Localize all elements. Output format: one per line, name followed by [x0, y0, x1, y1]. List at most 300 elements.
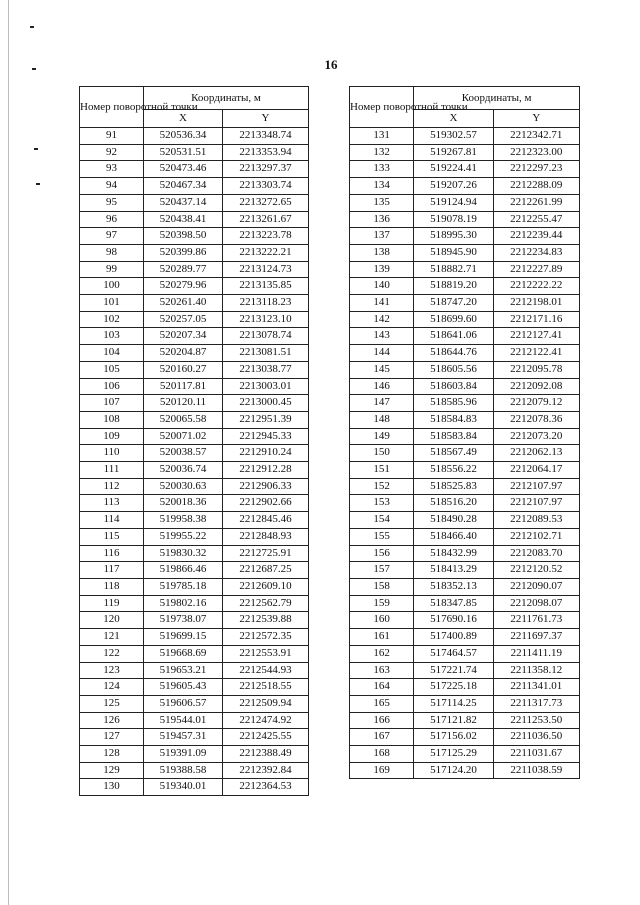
y-coordinate-cell: 2212089.53	[493, 512, 579, 529]
y-coordinate-cell: 2211038.59	[493, 762, 579, 779]
point-number-cell: 130	[80, 779, 144, 796]
point-number-cell: 93	[80, 161, 144, 178]
point-number-cell: 152	[350, 478, 414, 495]
scan-mark	[34, 148, 38, 150]
x-coordinate-cell: 518603.84	[414, 378, 493, 395]
x-coordinate-cell: 520437.14	[144, 194, 223, 211]
x-coordinate-cell: 517400.89	[414, 629, 493, 646]
table-row	[350, 128, 580, 145]
table-row	[350, 462, 580, 479]
y-coordinate-cell: 2213123.10	[223, 311, 309, 328]
table-row	[80, 629, 309, 646]
y-coordinate-cell: 2212388.49	[223, 746, 309, 763]
point-number-cell: 157	[350, 562, 414, 579]
point-number-cell: 124	[80, 679, 144, 696]
point-number-cell: 135	[350, 194, 414, 211]
point-number-cell: 140	[350, 278, 414, 295]
y-coordinate-cell: 2212239.44	[493, 228, 579, 245]
point-number-cell: 127	[80, 729, 144, 746]
y-header: Y	[223, 110, 309, 128]
point-number-cell: 144	[350, 345, 414, 362]
table-row	[80, 662, 309, 679]
y-coordinate-cell: 2213118.23	[223, 295, 309, 312]
table-row	[80, 562, 309, 579]
table-row	[350, 712, 580, 729]
y-coordinate-cell: 2212171.16	[493, 311, 579, 328]
table-row	[350, 411, 580, 428]
y-coordinate-cell: 2212079.12	[493, 395, 579, 412]
table-row	[80, 695, 309, 712]
table-row	[350, 478, 580, 495]
table-row	[80, 278, 309, 295]
point-number-cell: 109	[80, 428, 144, 445]
point-number-cell: 91	[80, 128, 144, 145]
point-number-cell: 145	[350, 361, 414, 378]
x-header: X	[144, 110, 223, 128]
x-coordinate-cell: 517156.02	[414, 729, 493, 746]
y-coordinate-cell: 2212122.41	[493, 345, 579, 362]
x-coordinate-cell: 518432.99	[414, 545, 493, 562]
table-row	[350, 629, 580, 646]
x-coordinate-cell: 518583.84	[414, 428, 493, 445]
y-coordinate-cell: 2213297.37	[223, 161, 309, 178]
point-number-cell: 151	[350, 462, 414, 479]
table-row	[350, 746, 580, 763]
point-number-cell: 147	[350, 395, 414, 412]
point-number-cell: 107	[80, 395, 144, 412]
x-coordinate-cell: 520065.58	[144, 411, 223, 428]
table-row	[350, 428, 580, 445]
x-coordinate-cell: 518525.83	[414, 478, 493, 495]
point-number-cell: 131	[350, 128, 414, 145]
point-number-cell: 165	[350, 695, 414, 712]
point-number-cell: 104	[80, 345, 144, 362]
x-coordinate-cell: 518466.40	[414, 528, 493, 545]
x-coordinate-cell: 520120.11	[144, 395, 223, 412]
table-row	[350, 228, 580, 245]
x-coordinate-cell: 519955.22	[144, 528, 223, 545]
table-row	[80, 178, 309, 195]
point-number-cell: 99	[80, 261, 144, 278]
point-number-cell: 132	[350, 144, 414, 161]
x-coordinate-cell: 518641.06	[414, 328, 493, 345]
x-coordinate-cell: 520399.86	[144, 244, 223, 261]
x-coordinate-cell: 518995.30	[414, 228, 493, 245]
y-coordinate-cell: 2212095.78	[493, 361, 579, 378]
y-coordinate-cell: 2212518.55	[223, 679, 309, 696]
y-coordinate-cell: 2211031.67	[493, 746, 579, 763]
point-number-cell: 117	[80, 562, 144, 579]
point-number-cell: 106	[80, 378, 144, 395]
table-row	[350, 729, 580, 746]
y-coordinate-cell: 2212098.07	[493, 595, 579, 612]
table-row	[350, 645, 580, 662]
table-row	[80, 645, 309, 662]
table-row	[350, 361, 580, 378]
x-coordinate-cell: 519544.01	[144, 712, 223, 729]
x-coordinate-cell: 518585.96	[414, 395, 493, 412]
table-row	[80, 762, 309, 779]
table-row	[80, 228, 309, 245]
y-coordinate-cell: 2213222.21	[223, 244, 309, 261]
y-header: Y	[493, 110, 579, 128]
table-row	[350, 762, 580, 779]
y-coordinate-cell: 2213038.77	[223, 361, 309, 378]
y-coordinate-cell: 2213272.65	[223, 194, 309, 211]
y-coordinate-cell: 2212227.89	[493, 261, 579, 278]
scan-edge-line	[8, 0, 9, 905]
table-row	[80, 395, 309, 412]
y-coordinate-cell: 2213081.51	[223, 345, 309, 362]
y-coordinate-cell: 2212425.55	[223, 729, 309, 746]
x-coordinate-cell: 518882.71	[414, 261, 493, 278]
point-number-cell: 102	[80, 311, 144, 328]
table-row	[350, 161, 580, 178]
x-coordinate-cell: 517125.29	[414, 746, 493, 763]
table-row	[80, 161, 309, 178]
x-coordinate-cell: 520071.02	[144, 428, 223, 445]
x-coordinate-cell: 519207.26	[414, 178, 493, 195]
x-coordinate-cell: 519267.81	[414, 144, 493, 161]
point-number-cell: 168	[350, 746, 414, 763]
y-coordinate-cell: 2212297.23	[493, 161, 579, 178]
point-number-cell: 156	[350, 545, 414, 562]
scan-mark	[30, 26, 34, 28]
y-coordinate-cell: 2213348.74	[223, 128, 309, 145]
y-coordinate-cell: 2213135.85	[223, 278, 309, 295]
table-row	[80, 295, 309, 312]
x-coordinate-cell: 520289.77	[144, 261, 223, 278]
point-number-cell: 94	[80, 178, 144, 195]
point-number-cell: 159	[350, 595, 414, 612]
x-coordinate-cell: 518516.20	[414, 495, 493, 512]
table-row	[80, 779, 309, 796]
table-row	[80, 244, 309, 261]
x-coordinate-cell: 520536.34	[144, 128, 223, 145]
y-coordinate-cell: 2213000.45	[223, 395, 309, 412]
y-coordinate-cell: 2212544.93	[223, 662, 309, 679]
y-coordinate-cell: 2212062.13	[493, 445, 579, 462]
point-number-header: Номер поворотной точки	[350, 87, 414, 128]
x-coordinate-cell: 520531.51	[144, 144, 223, 161]
x-coordinate-cell: 519653.21	[144, 662, 223, 679]
point-number-cell: 129	[80, 762, 144, 779]
y-coordinate-cell: 2212553.91	[223, 645, 309, 662]
y-coordinate-cell: 2212951.39	[223, 411, 309, 428]
y-coordinate-cell: 2212910.24	[223, 445, 309, 462]
table-row	[350, 545, 580, 562]
table-row	[350, 679, 580, 696]
table-row	[350, 395, 580, 412]
point-number-cell: 113	[80, 495, 144, 512]
x-coordinate-cell: 518747.20	[414, 295, 493, 312]
point-number-cell: 95	[80, 194, 144, 211]
y-coordinate-cell: 2212609.10	[223, 578, 309, 595]
table-body	[350, 128, 580, 779]
table-row	[80, 612, 309, 629]
x-coordinate-cell: 519606.57	[144, 695, 223, 712]
table-row	[80, 345, 309, 362]
point-number-cell: 134	[350, 178, 414, 195]
y-coordinate-cell: 2212687.25	[223, 562, 309, 579]
y-coordinate-cell: 2212261.99	[493, 194, 579, 211]
x-coordinate-cell: 519668.69	[144, 645, 223, 662]
point-number-cell: 115	[80, 528, 144, 545]
table-row	[350, 578, 580, 595]
point-number-cell: 128	[80, 746, 144, 763]
point-number-cell: 133	[350, 161, 414, 178]
y-coordinate-cell: 2212222.22	[493, 278, 579, 295]
x-coordinate-cell: 519785.18	[144, 578, 223, 595]
x-coordinate-cell: 519802.16	[144, 595, 223, 612]
table-row	[350, 695, 580, 712]
y-coordinate-cell: 2213303.74	[223, 178, 309, 195]
x-coordinate-cell: 519124.94	[414, 194, 493, 211]
x-coordinate-cell: 517121.82	[414, 712, 493, 729]
x-coordinate-cell: 520018.36	[144, 495, 223, 512]
table-row	[80, 595, 309, 612]
table-row	[80, 211, 309, 228]
table-row	[80, 261, 309, 278]
table-row	[80, 128, 309, 145]
table-row	[80, 144, 309, 161]
y-coordinate-cell: 2211358.12	[493, 662, 579, 679]
point-number-cell: 162	[350, 645, 414, 662]
y-coordinate-cell: 2212945.33	[223, 428, 309, 445]
table-row	[350, 211, 580, 228]
point-number-cell: 100	[80, 278, 144, 295]
table-row	[80, 478, 309, 495]
x-coordinate-cell: 519605.43	[144, 679, 223, 696]
point-number-cell: 155	[350, 528, 414, 545]
y-coordinate-cell: 2211341.01	[493, 679, 579, 696]
table-row	[350, 295, 580, 312]
y-coordinate-cell: 2212474.92	[223, 712, 309, 729]
y-coordinate-cell: 2212323.00	[493, 144, 579, 161]
point-number-cell: 143	[350, 328, 414, 345]
y-coordinate-cell: 2212073.20	[493, 428, 579, 445]
table-row	[350, 595, 580, 612]
x-coordinate-cell: 517221.74	[414, 662, 493, 679]
point-number-cell: 125	[80, 695, 144, 712]
point-number-cell: 119	[80, 595, 144, 612]
y-coordinate-cell: 2212725.91	[223, 545, 309, 562]
table-row	[80, 378, 309, 395]
x-coordinate-cell: 520257.05	[144, 311, 223, 328]
page-number: 16	[324, 57, 338, 72]
point-number-cell: 150	[350, 445, 414, 462]
y-coordinate-cell: 2213124.73	[223, 261, 309, 278]
y-coordinate-cell: 2213003.01	[223, 378, 309, 395]
x-coordinate-cell: 518699.60	[414, 311, 493, 328]
table-row	[80, 578, 309, 595]
y-coordinate-cell: 2212848.93	[223, 528, 309, 545]
x-coordinate-cell: 518644.76	[414, 345, 493, 362]
point-number-cell: 149	[350, 428, 414, 445]
x-coordinate-cell: 518490.28	[414, 512, 493, 529]
table-row	[350, 662, 580, 679]
point-number-cell: 137	[350, 228, 414, 245]
y-coordinate-cell: 2211411.19	[493, 645, 579, 662]
y-coordinate-cell: 2212107.97	[493, 495, 579, 512]
scan-mark	[36, 183, 40, 185]
coordinates-header: Координаты, м	[414, 87, 580, 110]
table-row	[80, 729, 309, 746]
y-coordinate-cell: 2211253.50	[493, 712, 579, 729]
x-coordinate-cell: 519457.31	[144, 729, 223, 746]
y-coordinate-cell: 2212912.28	[223, 462, 309, 479]
point-number-header: Номер поворотной точки	[80, 87, 144, 128]
x-coordinate-cell: 520398.50	[144, 228, 223, 245]
table-row	[80, 746, 309, 763]
point-number-cell: 160	[350, 612, 414, 629]
y-coordinate-cell: 2213353.94	[223, 144, 309, 161]
x-coordinate-cell: 518567.49	[414, 445, 493, 462]
table-row	[80, 462, 309, 479]
coordinates-table-left	[79, 86, 309, 796]
y-coordinate-cell: 2212120.52	[493, 562, 579, 579]
table-row	[80, 495, 309, 512]
y-coordinate-cell: 2212198.01	[493, 295, 579, 312]
x-coordinate-cell: 519738.07	[144, 612, 223, 629]
table-row	[350, 495, 580, 512]
x-coordinate-cell: 520467.34	[144, 178, 223, 195]
x-coordinate-cell: 519302.57	[414, 128, 493, 145]
x-coordinate-cell: 520036.74	[144, 462, 223, 479]
table-row	[350, 261, 580, 278]
table-row	[80, 679, 309, 696]
point-number-cell: 126	[80, 712, 144, 729]
y-coordinate-cell: 2212562.79	[223, 595, 309, 612]
table-row	[80, 311, 309, 328]
x-coordinate-cell: 520038.57	[144, 445, 223, 462]
table-body	[80, 128, 309, 796]
y-coordinate-cell: 2212255.47	[493, 211, 579, 228]
x-coordinate-cell: 519388.58	[144, 762, 223, 779]
y-coordinate-cell: 2211761.73	[493, 612, 579, 629]
point-number-cell: 105	[80, 361, 144, 378]
point-number-cell: 139	[350, 261, 414, 278]
table-row	[350, 144, 580, 161]
x-coordinate-cell: 519078.19	[414, 211, 493, 228]
y-coordinate-cell: 2211697.37	[493, 629, 579, 646]
point-number-cell: 154	[350, 512, 414, 529]
table-row	[80, 445, 309, 462]
x-coordinate-cell: 520117.81	[144, 378, 223, 395]
point-number-cell: 108	[80, 411, 144, 428]
y-coordinate-cell: 2212064.17	[493, 462, 579, 479]
point-number-cell: 166	[350, 712, 414, 729]
point-number-cell: 136	[350, 211, 414, 228]
x-coordinate-cell: 517124.20	[414, 762, 493, 779]
x-coordinate-cell: 517114.25	[414, 695, 493, 712]
x-coordinate-cell: 520204.87	[144, 345, 223, 362]
y-coordinate-cell: 2213261.67	[223, 211, 309, 228]
x-coordinate-cell: 518945.90	[414, 244, 493, 261]
y-coordinate-cell: 2212102.71	[493, 528, 579, 545]
table-row	[350, 562, 580, 579]
point-number-cell: 146	[350, 378, 414, 395]
point-number-cell: 169	[350, 762, 414, 779]
point-number-cell: 164	[350, 679, 414, 696]
point-number-cell: 98	[80, 244, 144, 261]
x-coordinate-cell: 518819.20	[414, 278, 493, 295]
table-row	[350, 528, 580, 545]
y-coordinate-cell: 2213223.78	[223, 228, 309, 245]
point-number-cell: 158	[350, 578, 414, 595]
point-number-cell: 161	[350, 629, 414, 646]
point-number-cell: 122	[80, 645, 144, 662]
x-coordinate-cell: 519866.46	[144, 562, 223, 579]
x-coordinate-cell: 519958.38	[144, 512, 223, 529]
x-coordinate-cell: 518352.13	[414, 578, 493, 595]
x-coordinate-cell: 518584.83	[414, 411, 493, 428]
y-coordinate-cell: 2212342.71	[493, 128, 579, 145]
point-number-cell: 142	[350, 311, 414, 328]
table-row	[350, 244, 580, 261]
x-coordinate-cell: 518347.85	[414, 595, 493, 612]
y-coordinate-cell: 2212509.94	[223, 695, 309, 712]
table-row	[350, 311, 580, 328]
point-number-cell: 153	[350, 495, 414, 512]
table-row	[80, 361, 309, 378]
point-number-cell: 138	[350, 244, 414, 261]
point-number-cell: 141	[350, 295, 414, 312]
table-row	[350, 378, 580, 395]
x-coordinate-cell: 518605.56	[414, 361, 493, 378]
coordinates-table-right	[349, 86, 580, 779]
x-coordinate-cell: 519699.15	[144, 629, 223, 646]
point-number-cell: 163	[350, 662, 414, 679]
table-row	[80, 512, 309, 529]
x-coordinate-cell: 519224.41	[414, 161, 493, 178]
point-number-cell: 148	[350, 411, 414, 428]
table-row	[350, 178, 580, 195]
x-coordinate-cell: 520160.27	[144, 361, 223, 378]
x-coordinate-cell: 519391.09	[144, 746, 223, 763]
table-row	[80, 428, 309, 445]
point-number-cell: 120	[80, 612, 144, 629]
point-number-cell: 101	[80, 295, 144, 312]
x-coordinate-cell: 517690.16	[414, 612, 493, 629]
point-number-cell: 118	[80, 578, 144, 595]
table-row	[350, 278, 580, 295]
point-number-cell: 103	[80, 328, 144, 345]
table-row	[350, 445, 580, 462]
table-row	[80, 545, 309, 562]
y-coordinate-cell: 2212090.07	[493, 578, 579, 595]
point-number-cell: 167	[350, 729, 414, 746]
y-coordinate-cell: 2211036.50	[493, 729, 579, 746]
point-number-cell: 114	[80, 512, 144, 529]
table-row	[350, 328, 580, 345]
y-coordinate-cell: 2212092.08	[493, 378, 579, 395]
x-header: X	[414, 110, 493, 128]
x-coordinate-cell: 518556.22	[414, 462, 493, 479]
y-coordinate-cell: 2212107.97	[493, 478, 579, 495]
table-row	[350, 512, 580, 529]
y-coordinate-cell: 2213078.74	[223, 328, 309, 345]
y-coordinate-cell: 2212078.36	[493, 411, 579, 428]
x-coordinate-cell: 517225.18	[414, 679, 493, 696]
y-coordinate-cell: 2212539.88	[223, 612, 309, 629]
x-coordinate-cell: 520438.41	[144, 211, 223, 228]
table-row	[350, 194, 580, 211]
y-coordinate-cell: 2212288.09	[493, 178, 579, 195]
point-number-cell: 97	[80, 228, 144, 245]
y-coordinate-cell: 2212845.46	[223, 512, 309, 529]
x-coordinate-cell: 518413.29	[414, 562, 493, 579]
